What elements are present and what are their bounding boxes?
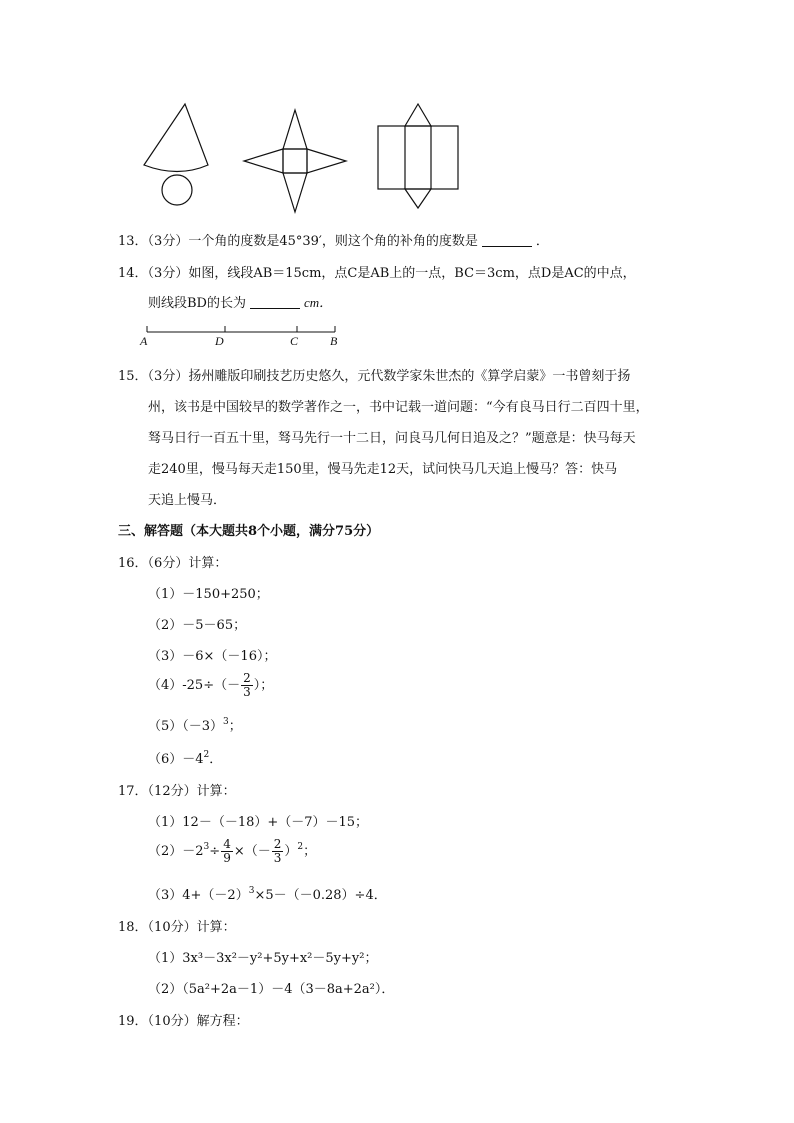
q16-part-6: $(6)-4^2$． bbox=[148, 750, 223, 767]
point-label-b: B bbox=[330, 334, 338, 348]
q16-part-3: （3）－6×（－16）； bbox=[148, 649, 277, 664]
q16-part-4: （4）-25÷（－ $\frac{2}{3}$ ）； bbox=[148, 671, 274, 699]
question-17-head: 17．（12分）计算： bbox=[118, 784, 236, 799]
question-15-line-3: 驽马日行一百五十里，驽马先行一十二日，问良马几何日追及之？”题意是：快马每天 bbox=[148, 431, 636, 446]
q17-part-1: （1）12－（－18）+（－7）－15； bbox=[148, 815, 369, 830]
answer-blank bbox=[482, 234, 532, 247]
segment-figure bbox=[140, 322, 350, 348]
prism-net-figure bbox=[376, 102, 460, 212]
question-15-line-1: 15．（3分）扬州雕版印刷技艺历史悠久，元代数学家朱世杰的《算学启蒙》一书曾刻于扬 bbox=[118, 369, 631, 384]
point-label-c: C bbox=[290, 334, 299, 348]
question-18-head: 18．（10分）计算： bbox=[118, 920, 236, 935]
fraction: $\frac{2}{3}$ bbox=[273, 837, 282, 865]
section-title: 三、解答题（本大题共8个小题，满分75分） bbox=[118, 524, 380, 539]
q17-part-2: $(2)-2^3\div$ $\frac{4}{9}$ ×（－ $\frac{2}{3}$ ）$^2$； bbox=[148, 837, 317, 865]
question-15-line-4: 走240里，慢马每天走150里，慢马先走12天，试问快马几天追上慢马？答：快马 bbox=[148, 462, 618, 477]
q16-part-5: $(5)(-3)^3$； bbox=[148, 717, 242, 734]
q16-part-1: （1）－150+250； bbox=[148, 587, 269, 602]
question-16-head: 16．（6分）计算： bbox=[118, 556, 228, 571]
question-19-head: 19．（10分）解方程： bbox=[118, 1014, 249, 1029]
fraction: $\frac{4}{9}$ bbox=[223, 837, 231, 865]
q18-part-1: （1）3x³－3x²－y²+5y+x²－5y+y²； bbox=[148, 951, 378, 966]
q18-part-2: （2）（5a²+2a－1）－4（3－8a+2a²）． bbox=[148, 982, 395, 997]
question-15-line-5: 天追上慢马． bbox=[148, 493, 227, 508]
point-label-d: D bbox=[215, 334, 224, 348]
question-14-line-2: 则线段BD的长为 cm． bbox=[148, 295, 333, 311]
fraction: $\frac{2}{3}$ bbox=[243, 671, 251, 699]
answer-blank bbox=[250, 296, 300, 309]
pyramid-net-figure bbox=[242, 108, 350, 216]
question-13-text: 13．（3分）一个角的度数是45°39′，则这个角的补角的度数是 bbox=[118, 234, 478, 249]
point-label-a: A bbox=[140, 334, 148, 348]
cone-net-figure bbox=[140, 100, 220, 210]
q16-part-2: （2）－5－65； bbox=[148, 618, 247, 633]
q17-part-3: $(3)4+(-2)^3\times 5-(-0.28)\div 4$． bbox=[148, 886, 387, 903]
question-15-line-2: 州，该书是中国较早的数学著作之一，书中记载一道问题：“今有良马日行二百四十里， bbox=[148, 400, 649, 415]
question-13: 13．（3分）一个角的度数是45°39′，则这个角的补角的度数是 ． bbox=[118, 234, 549, 249]
question-14-line-1: 14．（3分）如图，线段AB＝15cm，点C是AB上的一点，BC＝3cm，点D是AC的中点， bbox=[118, 266, 636, 281]
